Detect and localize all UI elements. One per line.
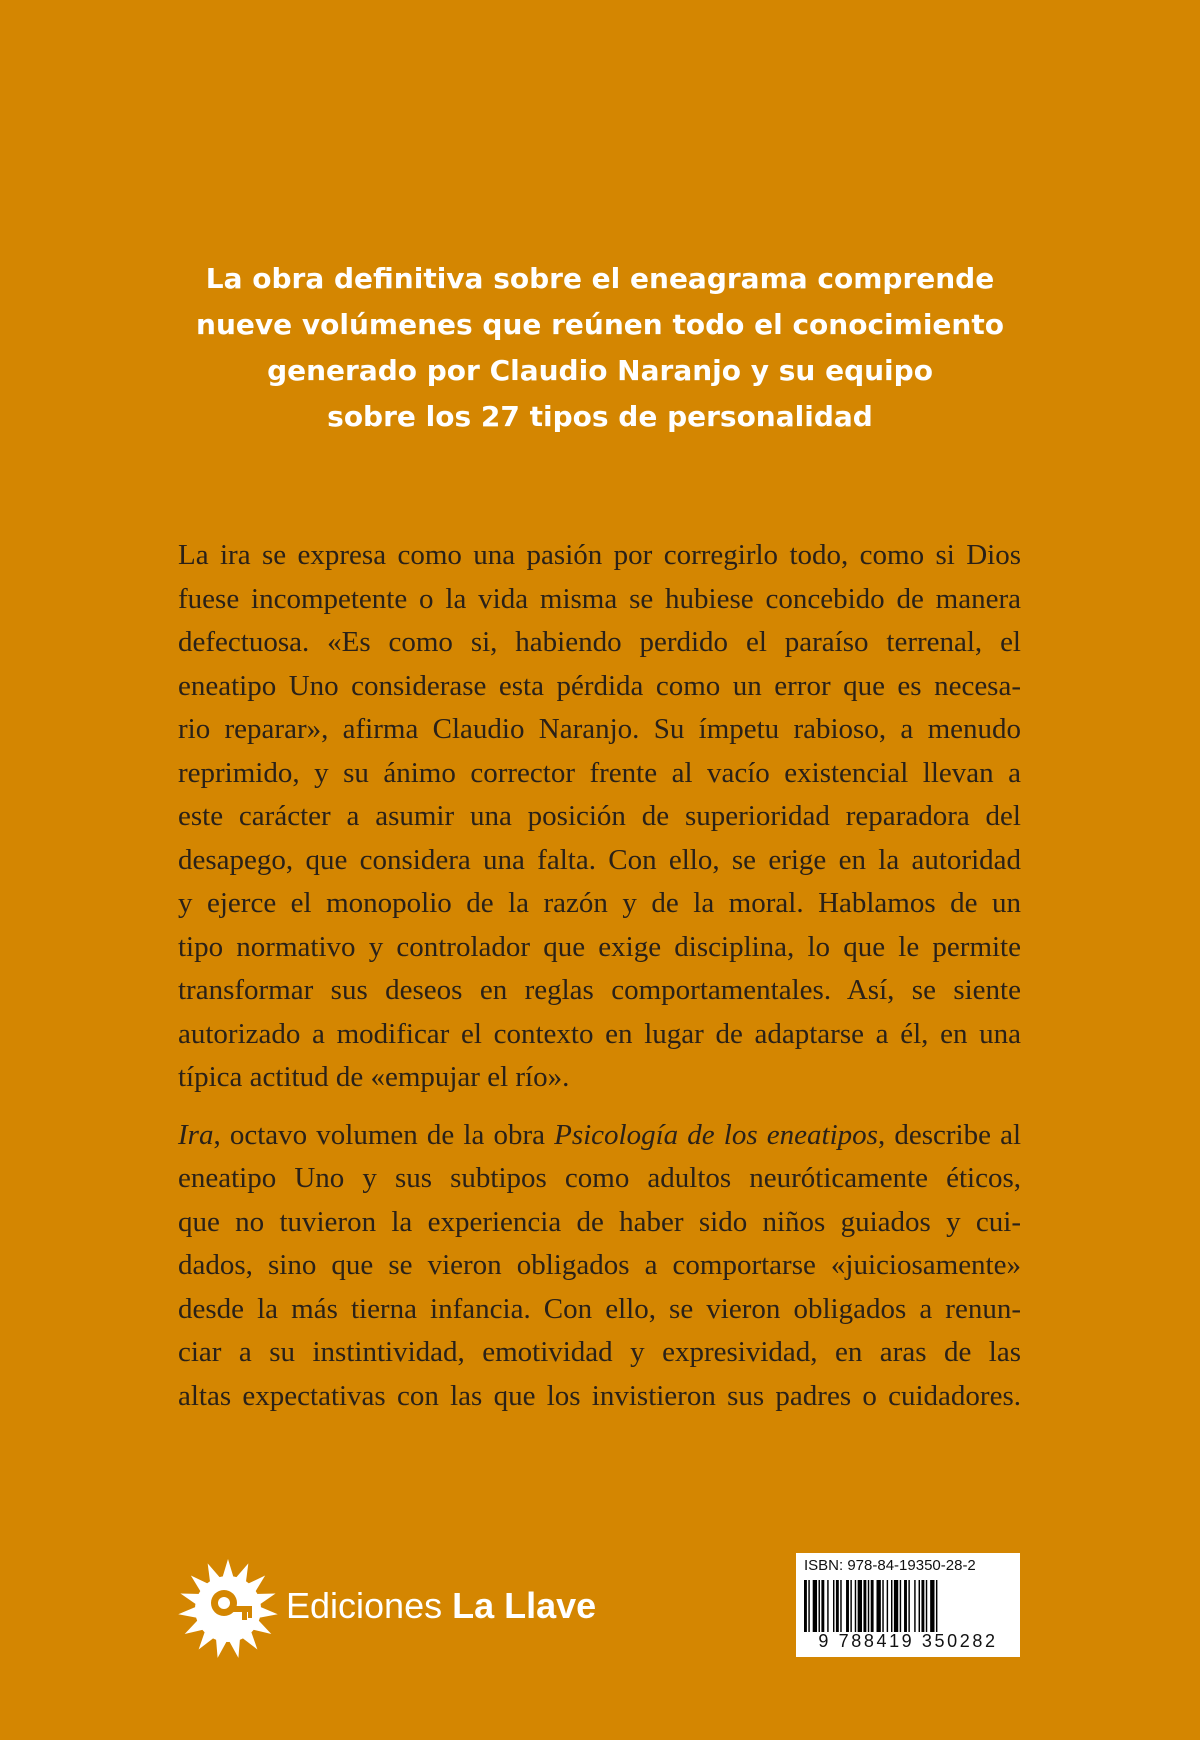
- body-line: desde la más tierna infancia. Con ello, se vieron obligados a renun-: [178, 1292, 1021, 1325]
- headline-line: generado por Claudio Naranjo y su equipo: [267, 354, 933, 387]
- isbn-label: ISBN: 978-84-19350-28-2: [804, 1557, 976, 1574]
- body-line: transformar sus deseos en reglas comportamentales. Así, se siente: [178, 974, 1021, 1006]
- sun-key-icon: [176, 1557, 280, 1661]
- publisher-name: [286, 1585, 596, 1627]
- barcode: [804, 1580, 1012, 1632]
- body-line: tipo normativo y controlador que exige disciplina, lo que le permite: [178, 930, 1021, 963]
- body-fragment: , octavo volumen de la obra: [213, 1118, 555, 1151]
- series-title: Psicología de los eneatipos: [554, 1118, 878, 1151]
- publisher-name-regular: Ediciones: [286, 1585, 443, 1626]
- body-line: reprimido, y su ánimo corrector frente al vacío existencial llevan a: [178, 756, 1021, 789]
- body-line: que no tuvieron la experiencia de haber sido niños guiados y cui-: [178, 1205, 1021, 1238]
- body-line: altas expectativas con las que los invistieron sus padres o cuidadores.: [178, 1379, 1021, 1412]
- publisher-name-bold: La Llave: [452, 1585, 597, 1626]
- body-line: dados, sino que se vieron obligados a comportarse «juiciosamente»: [178, 1249, 1021, 1281]
- body-line: autorizado a modificar el contexto en lugar de adaptarse a él, en una: [178, 1017, 1021, 1050]
- headline-line: La obra definitiva sobre el eneagrama comprende: [205, 262, 995, 295]
- isbn-barcode-box: [796, 1553, 1020, 1657]
- body-fragment: , describe al: [877, 1118, 1021, 1151]
- body-line: La ira se expresa como una pasión por corregirlo todo, como si Dios: [178, 539, 1021, 571]
- body-line: típica actitud de «empujar el río».: [178, 1061, 570, 1093]
- book-title: Ira: [178, 1118, 214, 1151]
- headline-line: sobre los 27 tipos de personalidad: [327, 400, 873, 433]
- isbn-digits: 9 788419 350282: [818, 1631, 998, 1651]
- body-line: eneatipo Uno considerase esta pérdida como un error que es necesa-: [178, 669, 1021, 702]
- body-line: defectuosa. «Es como si, habiendo perdido el paraíso terrenal, el: [178, 626, 1021, 658]
- body-line: [178, 1114, 1021, 1158]
- headline-line: nueve volúmenes que reúnen todo el conocimiento: [196, 308, 1004, 341]
- body-line: este carácter a asumir una posición de superioridad reparadora del: [178, 800, 1021, 832]
- paragraph-gap: [178, 1100, 1021, 1114]
- publisher-logo: [176, 1557, 596, 1667]
- body-line: rio reparar», afirma Claudio Naranjo. Su ímpetu rabioso, a menudo: [178, 713, 1021, 745]
- body-line: eneatipo Uno y sus subtipos como adultos neuróticamente éticos,: [178, 1162, 1021, 1194]
- synopsis: [178, 534, 1021, 1418]
- body-line: y ejerce el monopolio de la razón y de la moral. Hablamos de un: [178, 887, 1021, 919]
- body-line: ciar a su instintividad, emotividad y expresividad, en aras de las: [178, 1336, 1021, 1368]
- headline: [150, 256, 1050, 440]
- body-line: desapego, que considera una falta. Con ello, se erige en la autoridad: [178, 843, 1021, 876]
- body-line: fuese incompetente o la vida misma se hubiese concebido de manera: [178, 582, 1021, 615]
